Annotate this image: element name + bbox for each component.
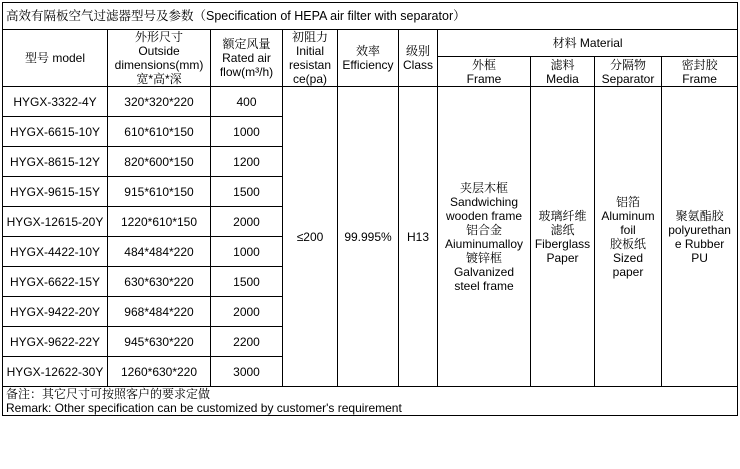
header-class <box>399 30 438 87</box>
header-dimensions-line: 外形尺寸 <box>134 30 183 44</box>
header-sealant-line: 密封胶 <box>681 57 718 72</box>
header-dimensions <box>108 30 211 87</box>
table-row <box>3 87 738 117</box>
header-efficiency <box>338 30 399 87</box>
separator-line: Aluminum <box>601 208 655 223</box>
frame-line: wooden frame <box>445 208 523 223</box>
cell-model: HYGX-8615-12Y <box>3 147 108 177</box>
cell-resistance: ≤200 <box>283 87 338 387</box>
media-line: Fiberglass <box>534 236 591 251</box>
header-dimensions-line: Outside <box>138 44 180 58</box>
spec-table <box>2 2 738 416</box>
cell-model: HYGX-12615-20Y <box>3 207 108 237</box>
cell-model: HYGX-4422-10Y <box>3 237 108 267</box>
header-efficiency-line: Efficiency <box>342 58 394 72</box>
header-frame-line: Frame <box>466 71 502 86</box>
cell-model: HYGX-12622-30Y <box>3 357 108 387</box>
table-title: 高效有隔板空气过滤器型号及参数（Specification of HEPA air filter with separator） <box>3 3 738 30</box>
frame-line: 镀锌框 <box>465 250 502 265</box>
header-media-line: Media <box>546 71 579 86</box>
cell-dims: 820*600*150 <box>108 147 211 177</box>
frame-line: steel frame <box>454 278 514 293</box>
header-airflow-line: flow(m³/h) <box>219 65 274 79</box>
cell-efficiency: 99.995% <box>338 87 399 387</box>
cell-class: H13 <box>399 87 438 387</box>
remark-en: Remark: Other specification can be customized by customer's requirement <box>6 401 402 415</box>
separator-line: Sized <box>612 250 644 265</box>
header-class-line: Class <box>402 58 433 72</box>
cell-model: HYGX-9622-22Y <box>3 327 108 357</box>
cell-dims: 610*610*150 <box>108 117 211 147</box>
cell-dims: 1260*630*220 <box>108 357 211 387</box>
cell-dims: 630*630*220 <box>108 267 211 297</box>
frame-line: Sandwiching <box>449 194 519 209</box>
header-material: 材料 Material <box>438 30 738 57</box>
header-airflow <box>211 30 283 87</box>
cell-flow: 1200 <box>211 147 283 177</box>
header-resistance-line: 初阻力 <box>291 30 328 44</box>
cell-model: HYGX-6615-10Y <box>3 117 108 147</box>
header-model: 型号 model <box>3 30 108 87</box>
media-line: Paper <box>546 250 579 265</box>
cell-flow: 400 <box>211 87 283 117</box>
cell-dims: 320*320*220 <box>108 87 211 117</box>
cell-model: HYGX-9615-15Y <box>3 177 108 207</box>
cell-flow: 1500 <box>211 267 283 297</box>
separator-line: foil <box>620 222 636 237</box>
cell-frame <box>438 87 531 387</box>
header-resistance-line: resistan <box>288 58 332 72</box>
header-media <box>531 57 595 87</box>
frame-line: 夹层木框 <box>459 180 508 195</box>
separator-line: 胶板纸 <box>609 236 646 251</box>
cell-flow: 2200 <box>211 327 283 357</box>
header-resistance-line: ce(pa) <box>292 72 327 86</box>
header-efficiency-line: 效率 <box>355 44 380 58</box>
cell-model: HYGX-3322-4Y <box>3 87 108 117</box>
media-line: 滤纸 <box>550 222 575 237</box>
cell-separator <box>595 87 662 387</box>
cell-dims: 945*630*220 <box>108 327 211 357</box>
header-separator-line: Separator <box>601 71 655 86</box>
header-dimensions-line: 宽*高*深 <box>136 72 182 86</box>
sealant-line: e Rubber <box>674 236 725 251</box>
cell-dims: 915*610*150 <box>108 177 211 207</box>
cell-media <box>531 87 595 387</box>
sealant-line: PU <box>691 250 708 265</box>
separator-line: paper <box>612 264 644 279</box>
header-resistance <box>283 30 338 87</box>
cell-flow: 1000 <box>211 237 283 267</box>
frame-line: Galvanized <box>453 264 515 279</box>
cell-sealant <box>662 87 738 387</box>
frame-line: Aiuminumalloy <box>444 236 524 251</box>
header-airflow-line: Rated air <box>222 51 271 65</box>
header-media-line: 滤料 <box>550 57 575 72</box>
remarks <box>3 387 738 416</box>
cell-flow: 1000 <box>211 117 283 147</box>
header-sealant-line: Frame <box>682 71 717 86</box>
header-frame-line: 外框 <box>471 57 496 72</box>
header-class-line: 级别 <box>405 44 430 58</box>
sealant-line: 聚氨酯胶 <box>675 208 724 223</box>
header-separator <box>595 57 662 87</box>
cell-model: HYGX-6622-15Y <box>3 267 108 297</box>
header-dimensions-line: dimensions(mm) <box>114 58 204 72</box>
header-airflow-line: 额定风量 <box>222 37 271 51</box>
cell-flow: 3000 <box>211 357 283 387</box>
header-sealant <box>662 57 738 87</box>
cell-flow: 2000 <box>211 207 283 237</box>
sealant-line: polyurethan <box>668 222 731 237</box>
media-line: 玻璃纤维 <box>538 208 587 223</box>
cell-model: HYGX-9422-20Y <box>3 297 108 327</box>
cell-dims: 484*484*220 <box>108 237 211 267</box>
header-resistance-line: Initial <box>295 44 324 58</box>
cell-flow: 2000 <box>211 297 283 327</box>
header-frame <box>438 57 531 87</box>
header-separator-line: 分隔物 <box>609 57 646 72</box>
frame-line: 铝合金 <box>465 222 502 237</box>
separator-line: 铝箔 <box>615 194 640 209</box>
cell-dims: 1220*610*150 <box>108 207 211 237</box>
cell-dims: 968*484*220 <box>108 297 211 327</box>
cell-flow: 1500 <box>211 177 283 207</box>
remark-cn: 备注：其它尺寸可按照客户的要求定做 <box>6 387 211 401</box>
